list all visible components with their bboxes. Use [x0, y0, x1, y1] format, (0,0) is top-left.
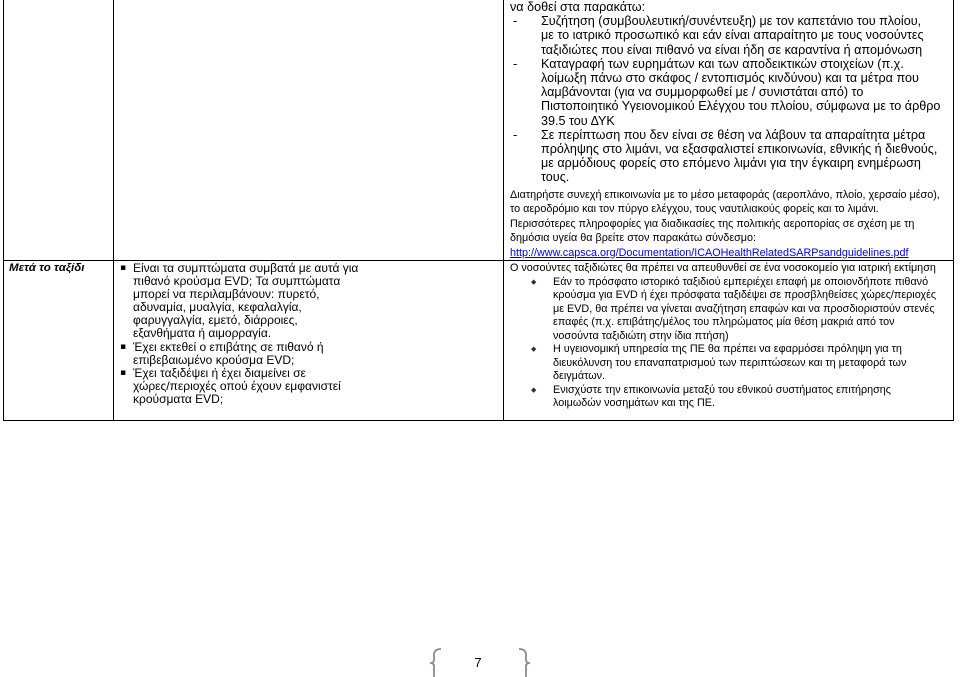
list-item-line: λοίμωξη πάνω στο σκάφος / εντοπισμός κινδύνου) και τα μέτρα που	[541, 70, 919, 85]
table-border-question-column	[503, 0, 504, 421]
dash-bullet: -	[513, 14, 518, 29]
capsca-guidelines-link[interactable]: http://www.capsca.org/Documentation/ICAOHealthRelatedSARPsandguidelines.pdf	[510, 246, 909, 259]
dash-bullet: -	[513, 56, 518, 71]
list-item	[120, 341, 500, 367]
list-item-line: πιθανό κρούσμα EVD; Τα συμπτώματα	[133, 274, 341, 289]
actions-intro: Ο νοσούντες ταξιδιώτες θα πρέπει να απευθυνθεί σε ένα νοσοκομείο για ιατρική εκτίμηση	[510, 262, 936, 274]
list-item-line: Πιστοποιητικό Υγειονομικού Ελέγχου του πλοίου, σύμφωνα με το άρθρο	[541, 99, 941, 114]
list-item	[510, 128, 952, 185]
square-bullet-icon: ▪	[120, 341, 127, 352]
footer-right-brace-icon	[519, 649, 530, 677]
footer-left-brace-icon	[430, 649, 441, 677]
list-item	[510, 57, 952, 128]
list-item-line: 39.5 του ΔΥΚ	[541, 113, 615, 128]
row-label-after-travel: Μετά το ταξίδι	[9, 262, 85, 274]
list-item	[120, 262, 500, 341]
list-item-line: μπορεί να περιλαμβάνουν: πυρετό,	[133, 287, 320, 302]
list-item-line: διευκόλυνση του επαναπατρισμού των περιπτώσεων και τη μεταφορά των	[553, 356, 907, 369]
square-bullet-icon: ▪	[120, 367, 127, 378]
list-item-line: νοσούντα ταξιδιώτη στην ίδια πτήση)	[553, 329, 729, 342]
list-item-line: επιβεβαιωμένο κρούσμα EVD;	[133, 352, 295, 367]
square-bullet-icon: ▪	[120, 263, 127, 273]
list-item-line: φαρυγγαλγία, εμετό, διάρροιες,	[133, 313, 298, 328]
table-border-left	[3, 0, 4, 421]
page-number: 7	[474, 655, 482, 670]
list-item-line: αδυναμία, μυαλγία, κεφαλαλγία,	[133, 300, 302, 315]
diamond-bullet-icon: ◆	[531, 385, 537, 394]
list-item-line: Συζήτηση (συμβουλευτική/συνέντευξη) με τον καπετάνιο του πλοίου,	[541, 14, 922, 29]
list-item-line: λοιμωδών νοσημάτων και της ΠΕ.	[553, 397, 715, 409]
list-item-line: Ενισχύστε την επικοινωνία μεταξύ του εθνικού συστήματος επιτήρησης	[553, 383, 892, 396]
after-travel-questions	[120, 262, 500, 406]
list-item	[510, 14, 952, 57]
after-travel-actions	[510, 262, 952, 411]
list-item-line: Εάν το πρόσφατο ιστορικό ταξιδιού εμπεριέχει επαφή με οποιονδήποτε πιθανό	[553, 275, 929, 288]
list-item-line: ταξιδιώτες που είναι πιθανό να είναι ήδη σε καραντίνα ή απομόνωση	[541, 42, 923, 57]
list-item-line: κρούσμα για EVD ή έχει πρόσφατα ταξιδέψει σε προσβληθείσες χώρες/περιοχές	[553, 289, 937, 301]
diamond-bullet-icon: ◆	[531, 277, 537, 286]
communication-paragraph	[510, 188, 952, 260]
list-item	[510, 343, 952, 384]
list-item-line: λαμβάνονται (για να συμμορφωθεί με / συνιστάται από) το	[541, 85, 864, 100]
list-item-line: Έχει ταξιδέψει ή έχει διαμείνει σε	[133, 365, 306, 380]
list-item	[120, 367, 500, 406]
paragraph-line: Περισσότερες πληροφορίες για διαδικασίες της πολιτικής αεροπορίας σε σχέση με τη	[510, 217, 915, 230]
list-item-line: με το ιατρικό προσωπικό και εάν είναι απαραίτητο με τους νοσούντες	[541, 28, 924, 43]
dash-bullet: -	[513, 127, 518, 142]
list-item-line: με EVD, θα πρέπει να γίνεται αναζήτηση επαφών και να προσδιοριστούν στενές	[553, 302, 935, 315]
paragraph-line: Διατηρήστε συνεχή επικοινωνία με το μέσο μεταφοράς (αεροπλάνο, πλοίο, χερσαίο μέσο),	[510, 189, 940, 201]
paragraph-line: το αεροδρόμιο και τον πύργο ελέγχου, τους ναυτιλιακούς φορείς και το λιμάνι.	[510, 203, 879, 216]
list-item-line: Είναι τα συμπτώματα συμβατά με αυτά για	[133, 261, 359, 275]
list-item	[510, 384, 952, 411]
list-item-line: δειγμάτων.	[553, 370, 606, 382]
diamond-bullet-icon: ◆	[531, 345, 537, 353]
list-item-line: Σε περίπτωση που δεν είναι σε θέση να λάβουν τα απαραίτητα μέτρα	[541, 127, 926, 142]
continuation-cell	[510, 0, 952, 184]
table-border-right	[953, 0, 954, 421]
list-item-line: Η υγειονομική υπηρεσία της ΠΕ θα πρέπει να εφαρμόσει πρόληψη για τη	[553, 343, 902, 355]
list-item-line: επαφές (π.χ. επιβάτης/μέλος του πληρώματος μία θέση μακριά από τον	[553, 316, 895, 328]
list-item-line: κρούσματα EVD;	[133, 391, 224, 406]
list-item	[510, 276, 952, 344]
paragraph-line: δημόσια υγεία θα βρείτε στον παρακάτω σύνδεσμο:	[510, 232, 757, 245]
list-item-line: εξανθήματα ή αιμορραγία.	[133, 326, 272, 341]
list-item-line: τους.	[541, 170, 570, 185]
list-item-line: χώρες/περιοχές οπού έχουν εμφανιστεί	[133, 378, 341, 393]
continuation-intro: να δοθεί στα παρακάτω:	[510, 0, 646, 14]
table-border-bottom	[3, 420, 954, 421]
table-border-label-column	[113, 0, 114, 421]
list-item-line: με αρμόδιους φορείς στο επόμενο λιμάνι για την έγκαιρη ενημέρωση	[541, 156, 921, 171]
list-item-line: πρόληψης στο λιμάνι, να εξασφαλιστεί επικοινωνία, εθνικής ή διεθνούς,	[541, 141, 938, 156]
list-item-line: Έχει εκτεθεί ο επιβάτης σε πιθανό ή	[133, 339, 324, 354]
list-item-line: Καταγραφή των ευρημάτων και των αποδεικτικών στοιχείων (π.χ.	[541, 56, 904, 71]
